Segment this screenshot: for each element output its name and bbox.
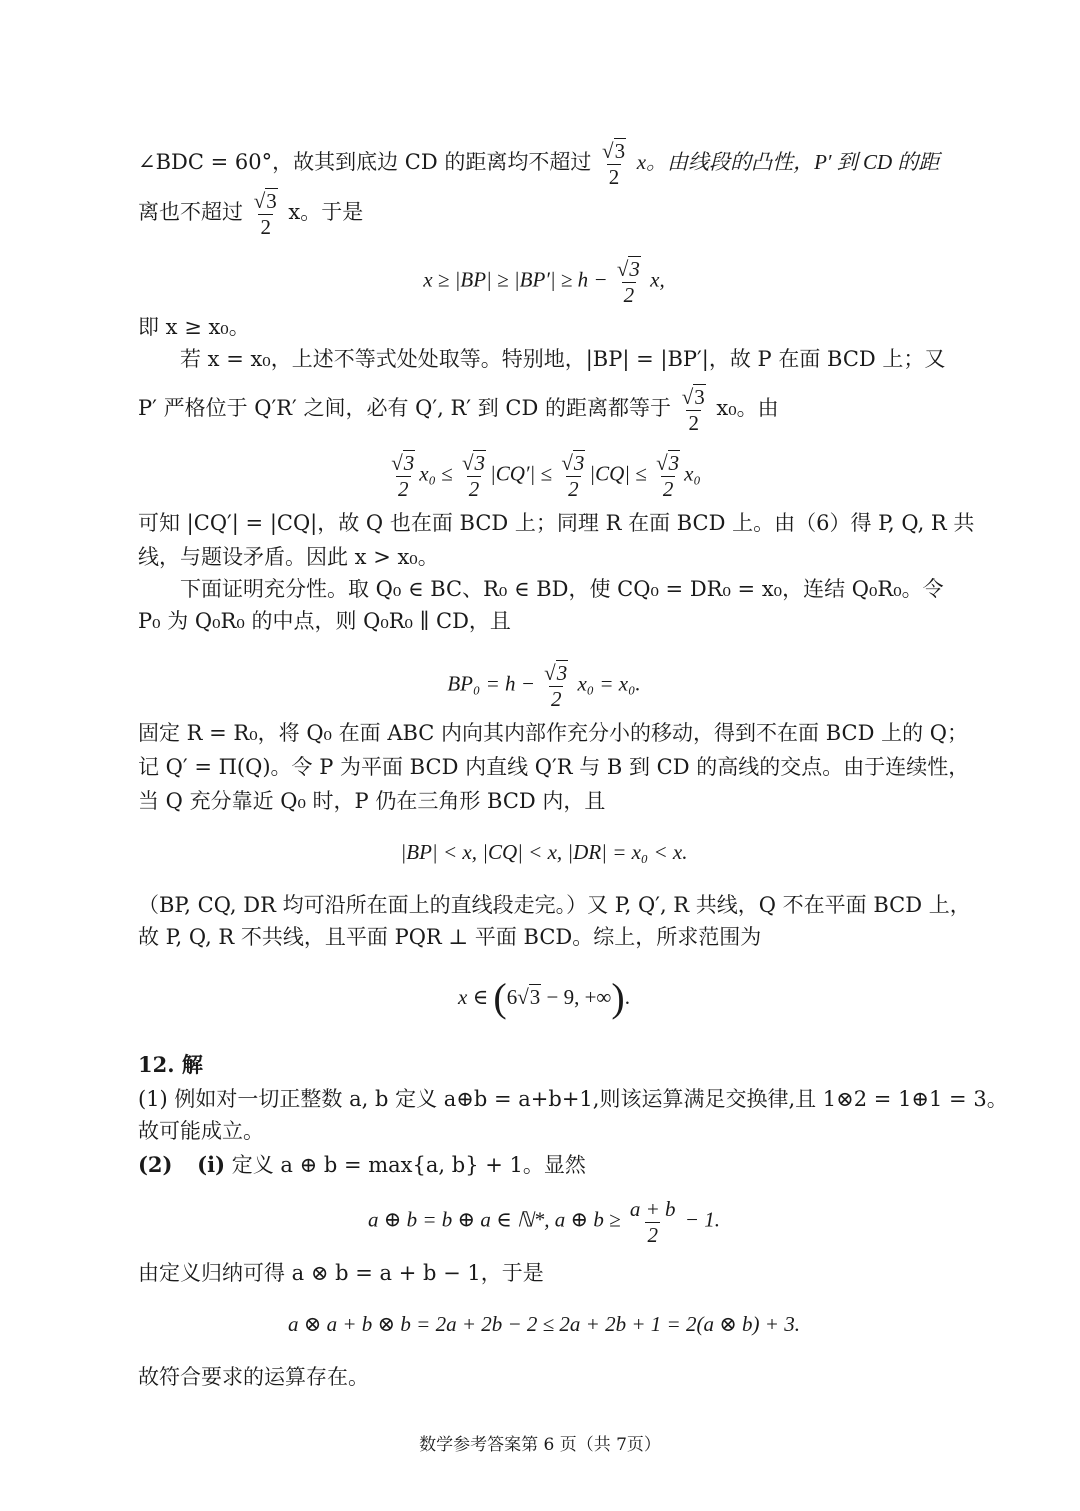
text-segment: x ∈ <box>458 985 494 1009</box>
text-segment: x, <box>650 267 665 292</box>
display-equation-6 <box>138 1196 950 1247</box>
radicand: 3 <box>694 385 705 409</box>
fraction-sqrt3-over-2: $\frac{√3}{2}$ <box>461 451 485 501</box>
text-segment: x₀ ≤ <box>419 461 458 486</box>
part-label: (2) <box>138 1152 173 1177</box>
radicand: 3 <box>529 985 541 1009</box>
text-segment: a ⊕ b = b ⊕ a ∈ ℕ*, a ⊕ b ≥ <box>368 1207 626 1232</box>
text-line-15: (1) 例如对一切正整数 a, b 定义 a⊕b = a+b+1,则该运算满足交换律,且 1⊗2 = 1⊕1 = 3。 <box>138 1087 1008 1111</box>
sqrt-symbol: √ <box>517 985 529 1009</box>
radicand: 3 <box>266 189 277 213</box>
subpart-label: (i) <box>197 1152 226 1177</box>
display-equation-4: |BP| < x, |CQ| < x, |DR| = x₀ < x. <box>400 840 688 864</box>
denominator: 2 <box>662 477 674 501</box>
display-equation-7: a ⊗ a + b ⊗ b = 2a + 2b − 2 ≤ 2a + 2b + 1 = 2(a ⊗ b) + 3. <box>288 1312 800 1336</box>
text-line-13: （BP, CQ, DR 均可沿所在面上的直线段走完。）又 P, Q′, R 共线，Q 不在平面 BCD 上， <box>138 893 971 917</box>
radicand: 3 <box>403 451 415 475</box>
text-line-1 <box>138 138 950 189</box>
text-line-9: P₀ 为 Q₀R₀ 的中点，则 Q₀R₀ ∥ CD，且 <box>138 609 511 633</box>
text-segment: x₀ = x₀. <box>577 671 641 696</box>
text-line-18: 由定义归纳可得 a ⊗ b = a + b − 1，于是 <box>138 1261 544 1285</box>
denominator: 2 <box>260 215 271 239</box>
display-equation-5 <box>138 974 950 1021</box>
radicand: 3 <box>573 451 585 475</box>
text-segment: 定义 a ⊕ b = max{a, b} + 1。显然 <box>231 1153 586 1177</box>
page-footer: 数学参考答案第 6 页（共 7页） <box>419 1435 661 1455</box>
text-line-17 <box>138 1150 950 1180</box>
text-segment: x。于是 <box>288 200 364 224</box>
text-segment: 离也不超过 <box>138 200 250 224</box>
radicand: 3 <box>474 451 485 475</box>
denominator: 2 <box>608 165 620 189</box>
fraction-sqrt3-over-2: $\frac{√3}{2}$ <box>616 257 640 307</box>
denominator: 2 <box>688 411 699 435</box>
radicand: 3 <box>556 661 568 685</box>
text-segment: |CQ′| ≤ <box>489 461 558 486</box>
left-paren: ( <box>493 975 507 1020</box>
display-equation-1 <box>138 256 950 307</box>
denominator: 2 <box>623 283 635 307</box>
fraction-a-plus-b-over-2 <box>628 1196 678 1247</box>
text-line-11: 记 Q′ = Π(Q)。令 P 为平面 BCD 内直线 Q′R 与 B 到 CD 的高线的交点。由于连续性， <box>138 755 970 779</box>
text-segment: BP₀ = h − <box>447 671 541 696</box>
text-line-19: 故符合要求的运算存在。 <box>138 1365 369 1389</box>
text-segment: ∠BDC = 60°，故其到底边 CD 的距离均不超过 <box>138 150 599 174</box>
text-line-10: 固定 R = R₀，将 Q₀ 在面 ABC 内向其内部作充分小的移动，得到不在面 BCD 上的 Q； <box>138 721 969 745</box>
text-line-12: 当 Q 充分靠近 Q₀ 时，P 仍在三角形 BCD 内，且 <box>138 789 606 813</box>
denominator: 2 <box>398 477 409 501</box>
text-line-14: 故 P, Q, R 不共线，且平面 PQR ⊥ 平面 BCD。综上，所求范围为 <box>138 925 762 949</box>
radicand: 3 <box>668 451 680 475</box>
denominator: 2 <box>468 477 480 501</box>
text-line-4: 若 x = x₀，上述不等式处处取等。特别地，|BP| = |BP′|，故 P 在面 BCD 上；又 <box>180 347 946 371</box>
fraction-sqrt3-over-2: $\frac{√3}{2}$ <box>391 451 415 501</box>
problem-heading: 12. 解 <box>138 1052 203 1077</box>
radicand: 3 <box>629 257 640 281</box>
text-line-7: 线，与题设矛盾。因此 x > x₀。 <box>138 545 439 569</box>
fraction-sqrt3-over-2: $\frac{√3}{2}$ <box>602 139 626 189</box>
display-equation-3 <box>138 660 950 711</box>
radicand: 3 <box>614 139 626 163</box>
denominator: 2 <box>550 687 562 711</box>
text-segment: |CQ| ≤ <box>589 461 653 486</box>
fraction-sqrt3-over-2: $\frac{√3}{2}$ <box>681 385 705 435</box>
text-segment: P′ 严格位于 Q′R′ 之间，必有 Q′, R′ 到 CD 的距离都等于 <box>138 396 678 420</box>
text-line-6: 可知 |CQ′| = |CQ|，故 Q 也在面 BCD 上；同理 R 在面 BCD 上。由（6）得 P, Q, R 共 <box>138 511 975 535</box>
fraction-sqrt3-over-2: $\frac{√3}{2}$ <box>544 661 568 711</box>
text-segment: x₀。由 <box>716 396 779 420</box>
text-line-16: 故可能成立。 <box>138 1119 264 1143</box>
fraction-sqrt3-over-2: $\frac{√3}{2}$ <box>656 451 680 501</box>
text-segment: x₀ <box>684 461 701 486</box>
text-segment: 6 <box>506 985 518 1009</box>
text-line-5 <box>138 384 950 435</box>
display-equation-2 <box>138 450 950 501</box>
text-segment: x。由线段的凸性，P′ 到 CD 的距 <box>636 150 940 174</box>
text-line-8: 下面证明充分性。取 Q₀ ∈ BC、R₀ ∈ BD，使 CQ₀ = DR₀ = x₀，连结 Q₀R₀。令 <box>180 577 944 601</box>
denominator: 2 <box>647 1223 658 1247</box>
text-segment: . <box>624 985 630 1009</box>
text-line-3: 即 x ≥ x₀。 <box>138 315 250 339</box>
fraction-sqrt3-over-2: $\frac{√3}{2}$ <box>561 451 585 501</box>
text-segment: − 9, +∞ <box>541 985 612 1009</box>
text-segment: − 1. <box>684 1207 720 1232</box>
fraction-sqrt3-over-2: $\frac{√3}{2}$ <box>253 189 277 239</box>
right-paren: ) <box>611 975 625 1020</box>
numerator: a + b <box>629 1197 676 1221</box>
text-line-2 <box>138 188 950 239</box>
denominator: 2 <box>568 477 579 501</box>
text-segment: x ≥ |BP| ≥ |BP′| ≥ h − <box>423 267 613 292</box>
